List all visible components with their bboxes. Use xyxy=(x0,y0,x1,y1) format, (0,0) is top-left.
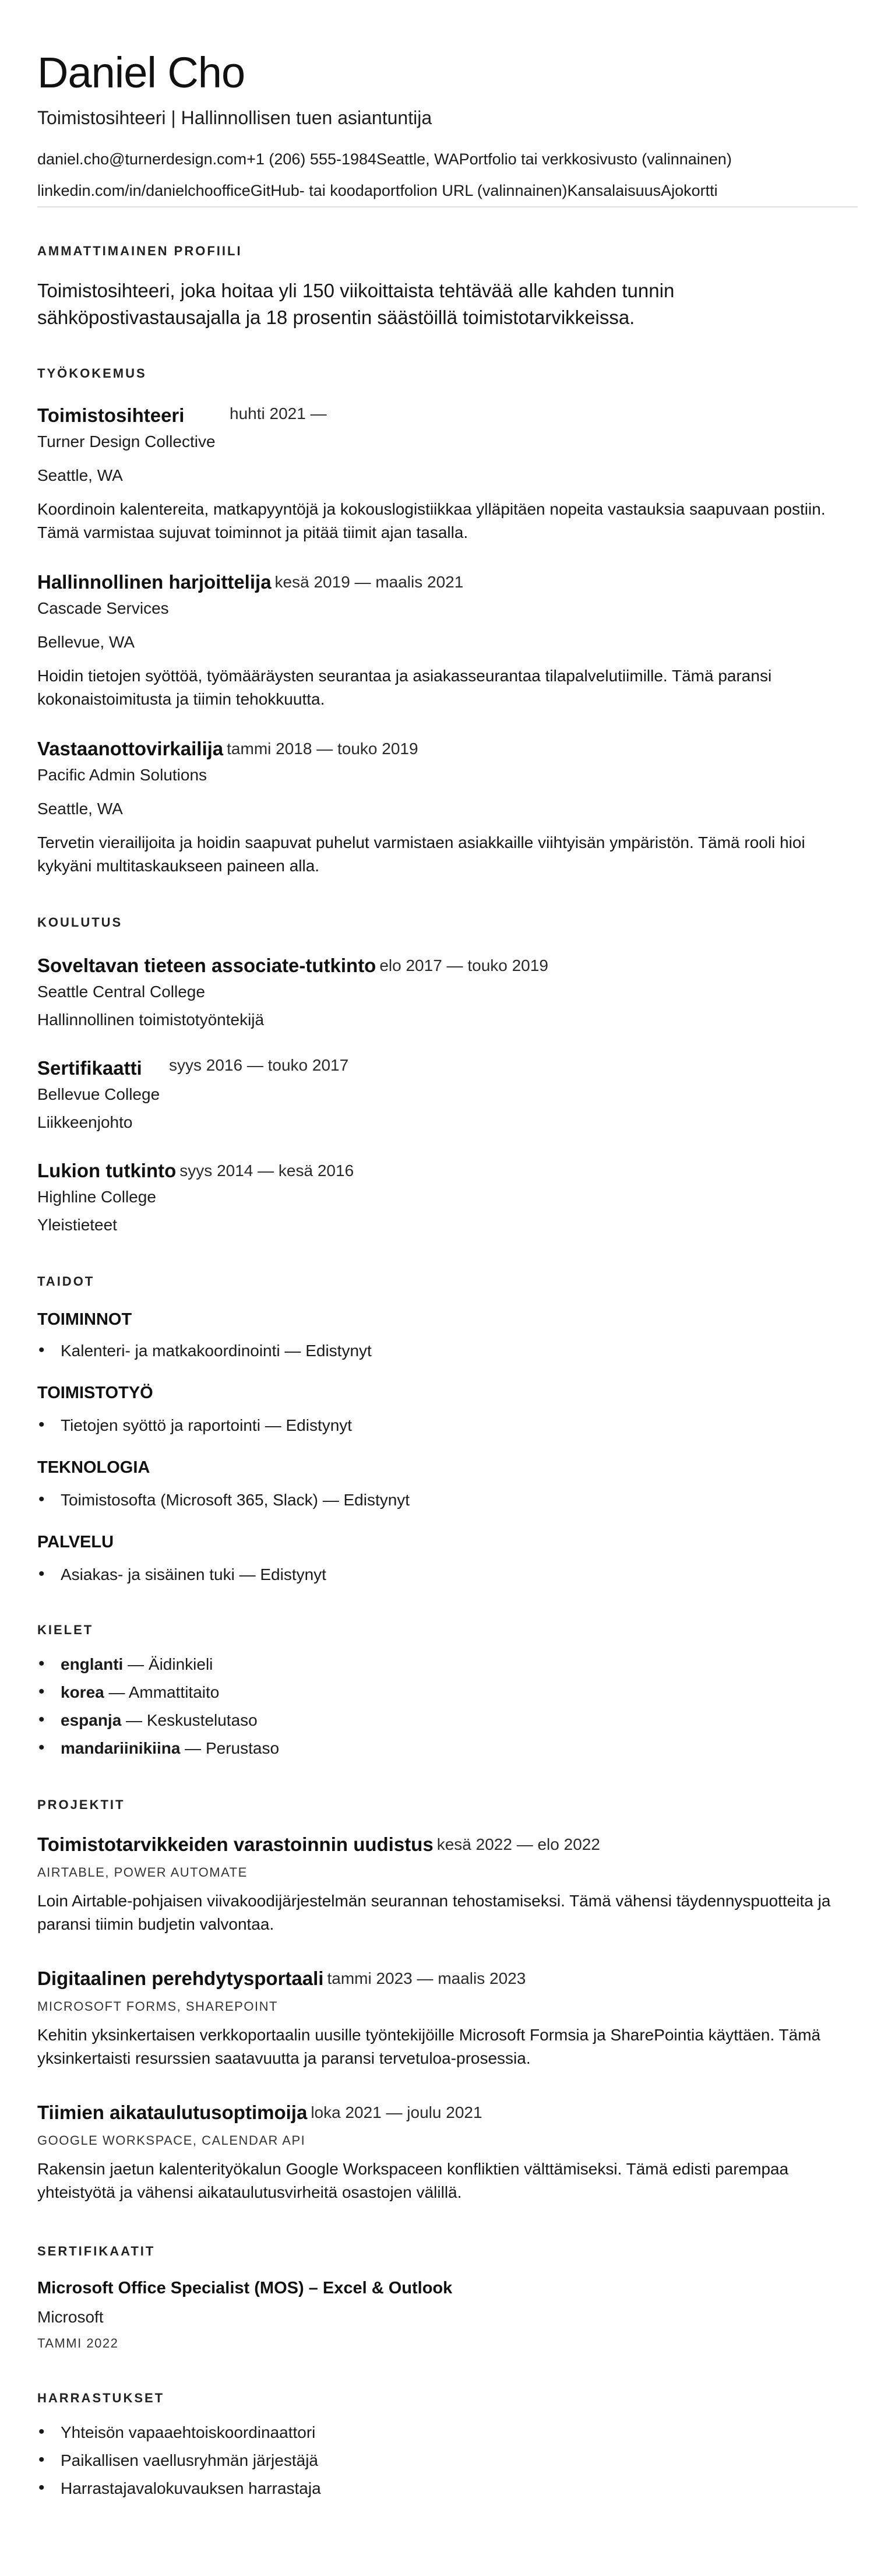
project-description-1: Loin Airtable-pohjaisen viivakoodijärjestelmän seurannan tehostamiseksi. Tämä vähensi täydennyspuotteita ja paransi tiimin budjetin valvontaa. xyxy=(37,1892,831,1933)
education-degree-2: Sertifikaatti xyxy=(37,1057,142,1079)
candidate-headline: Toimistosihteeri | Hallinnollisen tuen asiantuntija xyxy=(37,107,432,128)
experience-company-1: Turner Design Collective xyxy=(37,432,216,451)
experience-location-3: Seattle, WA xyxy=(37,800,123,818)
education-field-2: Liikkeenjohto xyxy=(37,1113,133,1131)
skill-item-2: • Tietojen syöttö ja raportointi — Edistynyt xyxy=(61,1416,352,1435)
experience-description-2: Hoidin tietojen syöttöä, työmääräysten seurantaa ja asiakasseurantaa tilapalvelutiimille. Tämä paransi kokonaistoimitusta ja tiimin tehokkuutta. xyxy=(37,667,772,708)
hobby-item: • Paikallisen vaellusryhmän järjestäjä xyxy=(61,2451,318,2470)
skill-item-3: • Toimistosofta (Microsoft 365, Slack) — Edistynyt xyxy=(61,1491,410,1509)
skill-category-2: TOIMISTOTYÖ xyxy=(37,1384,153,1402)
skills-heading: TAIDOT xyxy=(37,1274,95,1289)
hobbies-heading: HARRASTUKSET xyxy=(37,2391,165,2405)
projects-heading: PROJEKTIT xyxy=(37,1797,125,1812)
experience-description-3: Tervetin vierailijoita ja hoidin saapuvat puhelut varmistaen asiakkaille viihtyisän ympäristön. Tämä rooli hioi kykyäni multitaskaukseen paineen alla. xyxy=(37,833,805,875)
education-dates-2: syys 2016 — touko 2017 xyxy=(169,1056,349,1074)
experience-location-1: Seattle, WA xyxy=(37,466,123,484)
experience-heading: TYÖKOKEMUS xyxy=(37,366,147,381)
education-degree-1: Soveltavan tieteen associate-tutkinto elo 2017 — touko 2019 xyxy=(37,955,548,976)
experience-dates-3: tammi 2018 — touko 2019 xyxy=(227,740,418,758)
project-tools-1: AIRTABLE, POWER AUTOMATE xyxy=(37,1865,248,1880)
profile-summary: Toimistosihteeri, joka hoitaa yli 150 viikoittaista tehtävää alle kahden tunnin sähköpostivastausajalla ja 18 prosentin säästöillä toimistotarvikkeissa. xyxy=(37,280,675,328)
portfolio-text: Portfolio tai verkkosivusto (valinnainen) xyxy=(459,150,732,168)
project-dates-3: loka 2021 — joulu 2021 xyxy=(311,2103,482,2121)
experience-dates-1: huhti 2021 — xyxy=(230,404,327,423)
experience-location-2: Bellevue, WA xyxy=(37,633,135,651)
github-text: GitHub- tai koodaportfolion URL (valinnainen) xyxy=(250,182,568,199)
language-item: • korea — Ammattitaito xyxy=(61,1683,219,1702)
education-dates-1: elo 2017 — touko 2019 xyxy=(379,956,548,974)
candidate-name: Daniel Cho xyxy=(37,48,245,97)
email-link[interactable]: daniel.cho@turnerdesign.com xyxy=(37,150,247,168)
experience-title-3: Vastaanottovirkailija tammi 2018 — touko 2019 xyxy=(37,738,418,759)
language-item: • mandariinikiina — Perustaso xyxy=(61,1739,279,1758)
education-field-1: Hallinnollinen toimistotyöntekijä xyxy=(37,1011,265,1029)
experience-description-1: Koordinoin kalentereita, matkapyyntöjä ja kokouslogistiikkaa ylläpitäen nopeita vastauksia saapuvaan postiin. Tämä varmistaa sujuvat toiminnot ja pitää tiimit ajan tasalla. xyxy=(37,500,826,541)
language-item: • espanja — Keskustelutaso xyxy=(61,1711,258,1730)
contact-row-2 xyxy=(37,182,718,200)
project-title-3: Tiimien aikataulutusoptimoija loka 2021 — joulu 2021 xyxy=(37,2102,482,2123)
hobby-item: • Yhteisön vapaaehtoiskoordinaattori xyxy=(61,2423,315,2442)
certification-issuer: Microsoft xyxy=(37,2308,104,2326)
education-dates-3: syys 2014 — kesä 2016 xyxy=(179,1162,354,1180)
phone-number[interactable]: +1 (206) 555-1984 xyxy=(246,150,377,168)
certification-title: Microsoft Office Specialist (MOS) – Excel & Outlook xyxy=(37,2279,453,2297)
project-tools-3: GOOGLE WORKSPACE, CALENDAR API xyxy=(37,2133,306,2148)
experience-title-2: Hallinnollinen harjoittelija kesä 2019 — maalis 2021 xyxy=(37,571,464,593)
certification-date: TAMMI 2022 xyxy=(37,2336,119,2350)
contact-row-1 xyxy=(37,150,732,168)
experience-company-2: Cascade Services xyxy=(37,599,169,617)
experience-company-3: Pacific Admin Solutions xyxy=(37,766,207,784)
location-text: Seattle, WA xyxy=(376,150,459,168)
project-title-2: Digitaalinen perehdytysportaali tammi 2023 — maalis 2023 xyxy=(37,1968,526,1989)
experience-dates-2: kesä 2019 — maalis 2021 xyxy=(274,573,464,591)
experience-title-1: Toimistosihteeri xyxy=(37,404,185,426)
project-description-2: Kehitin yksinkertaisen verkkoportaalin uusille työntekijöille Microsoft Formsia ja SharePointia käyttäen. Tämä yksinkertaisti resurssien saatavuutta ja paransi tervetuloa-prosessia. xyxy=(37,2026,821,2067)
education-heading: KOULUTUS xyxy=(37,915,123,930)
project-description-3: Rakensin jaetun kalenterityökalun Google Workspaceen konfliktien välttämiseksi. Tämä edisti parempaa yhteistyötä ja vähensi aikataulutusvirheitä osastojen välillä. xyxy=(37,2160,789,2201)
citizenship-text: Kansalaisuus xyxy=(567,182,661,199)
header-divider xyxy=(37,206,858,207)
project-tools-2: MICROSOFT FORMS, SHAREPOINT xyxy=(37,1999,278,2014)
education-school-1: Seattle Central College xyxy=(37,983,205,1001)
skill-category-4: PALVELU xyxy=(37,1533,114,1551)
drivers-license-text: Ajokortti xyxy=(661,182,718,199)
skill-item-1: • Kalenteri- ja matkakoordinointi — Edistynyt xyxy=(61,1342,372,1360)
project-dates-2: tammi 2023 — maalis 2023 xyxy=(327,1969,526,1987)
education-degree-3: Lukion tutkinto syys 2014 — kesä 2016 xyxy=(37,1160,354,1181)
language-item: • englanti — Äidinkieli xyxy=(61,1655,213,1674)
certifications-heading: SERTIFIKAATIT xyxy=(37,2244,156,2258)
languages-heading: KIELET xyxy=(37,1623,94,1637)
project-dates-1: kesä 2022 — elo 2022 xyxy=(436,1835,600,1853)
project-title-1: Toimistotarvikkeiden varastoinnin uudistus kesä 2022 — elo 2022 xyxy=(37,1834,600,1855)
linkedin-link[interactable]: linkedin.com/in/danielchooffice xyxy=(37,182,251,199)
profile-heading: AMMATTIMAINEN PROFIILI xyxy=(37,244,242,258)
education-school-3: Highline College xyxy=(37,1188,156,1206)
education-field-3: Yleistieteet xyxy=(37,1216,117,1234)
skill-category-3: TEKNOLOGIA xyxy=(37,1458,150,1477)
education-school-2: Bellevue College xyxy=(37,1085,160,1103)
hobby-item: • Harrastajavalokuvauksen harrastaja xyxy=(61,2479,321,2498)
skill-item-4: • Asiakas- ja sisäinen tuki — Edistynyt xyxy=(61,1565,326,1584)
skill-category-1: TOIMINNOT xyxy=(37,1310,132,1329)
